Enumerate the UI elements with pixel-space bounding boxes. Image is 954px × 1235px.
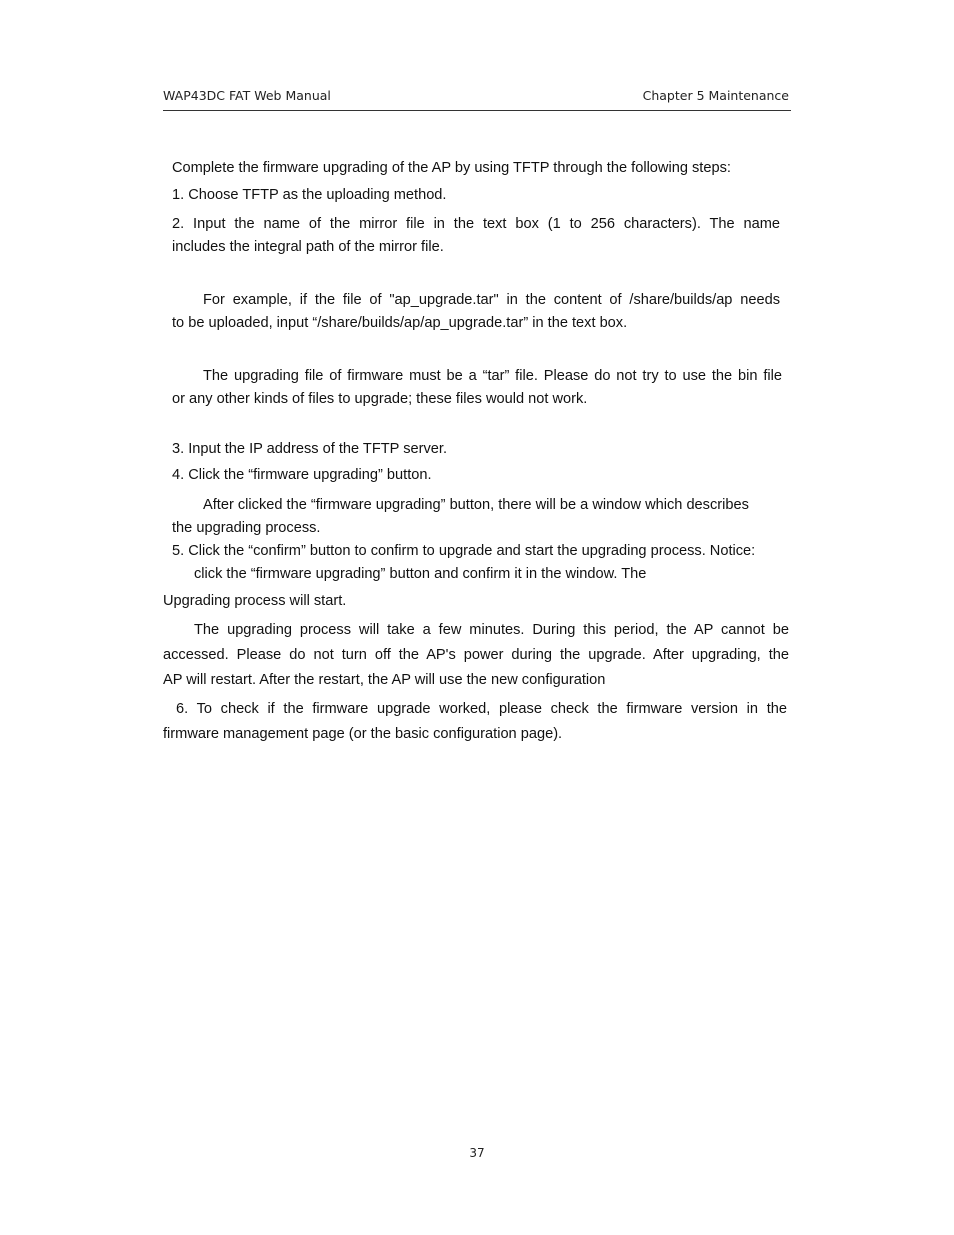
note-line-1: The upgrading file of firmware must be a “tar” file. Please do not try to use the bin file <box>203 368 782 384</box>
chapter-title: Chapter 5 Maintenance <box>642 88 789 103</box>
after-click-line-2: the upgrading process. <box>172 520 321 536</box>
step-5-line-1: 5. Click the “confirm” button to confirm to upgrade and start the upgrading process. Notice: <box>172 543 756 559</box>
example-line-1: For example, if the file of "ap_upgrade.tar" in the content of /share/builds/ap needs <box>203 292 780 308</box>
process-line-1: The upgrading process will take a few minutes. During this period, the AP cannot be <box>194 622 789 638</box>
page-number: 37 <box>469 1146 485 1160</box>
manual-title: WAP43DC FAT Web Manual <box>163 88 331 103</box>
example-line-2: to be uploaded, input “/share/builds/ap/ap_upgrade.tar” in the text box. <box>172 315 628 331</box>
process-line-3: AP will restart. After the restart, the AP will use the new configuration <box>163 672 606 688</box>
step-5-line-3: Upgrading process will start. <box>163 593 347 609</box>
process-line-2: accessed. Please do not turn off the AP's power during the upgrade. After upgrading, the <box>163 647 789 663</box>
step-6-line-1: 6. To check if the firmware upgrade worked, please check the firmware version in the <box>176 701 787 717</box>
step-4: 4. Click the “firmware upgrading” button. <box>172 467 432 483</box>
step-2-line-2: includes the integral path of the mirror file. <box>172 239 444 255</box>
note-line-2: or any other kinds of files to upgrade; these files would not work. <box>172 391 588 407</box>
step-5-line-2: click the “firmware upgrading” button and confirm it in the window. The <box>194 566 647 582</box>
intro-text: Complete the firmware upgrading of the AP by using TFTP through the following steps: <box>172 160 731 176</box>
page-header <box>163 88 791 111</box>
after-click-line-1: After clicked the “firmware upgrading” button, there will be a window which describes <box>203 497 749 513</box>
step-6-line-2: firmware management page (or the basic configuration page). <box>163 726 563 742</box>
step-2-line-1: 2. Input the name of the mirror file in the text box (1 to 256 characters). The name <box>172 216 780 232</box>
step-3: 3. Input the IP address of the TFTP server. <box>172 441 448 457</box>
step-1: 1. Choose TFTP as the uploading method. <box>172 187 447 203</box>
